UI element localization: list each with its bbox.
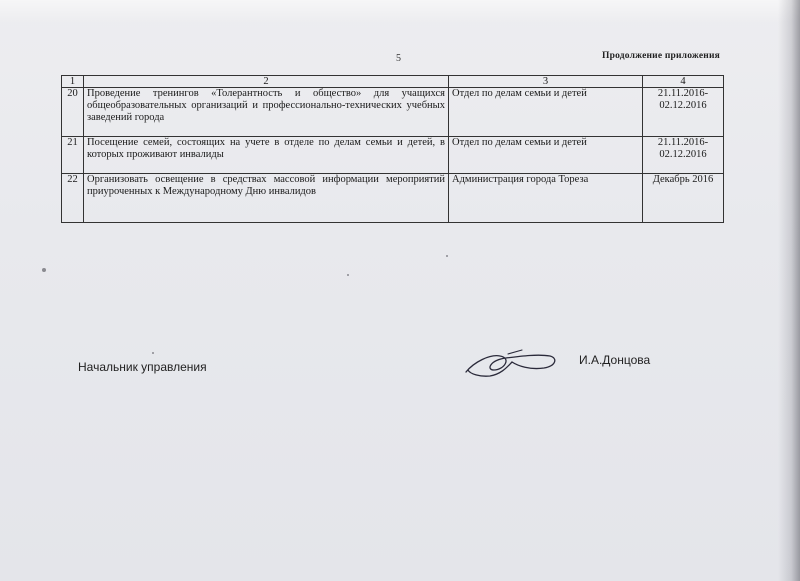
scan-right-shadow bbox=[778, 0, 800, 581]
column-header: 1 bbox=[62, 76, 84, 88]
table-row bbox=[62, 88, 724, 137]
event-date: Декабрь 2016 bbox=[643, 174, 724, 223]
row-number: 21 bbox=[62, 137, 84, 174]
events-table bbox=[61, 75, 724, 223]
continuation-label: Продолжение приложения bbox=[602, 51, 720, 61]
column-header: 3 bbox=[449, 76, 643, 88]
scan-top-highlight bbox=[0, 0, 800, 22]
event-date: 21.11.2016-02.12.2016 bbox=[643, 137, 724, 174]
scan-speck bbox=[152, 352, 154, 354]
page-number: 5 bbox=[396, 53, 401, 64]
column-header: 2 bbox=[84, 76, 449, 88]
responsible-party: Отдел по делам семьи и детей bbox=[449, 137, 643, 174]
responsible-party: Администрация города Тореза bbox=[449, 174, 643, 223]
signature-mark bbox=[460, 340, 560, 382]
table-row bbox=[62, 137, 724, 174]
scan-speck bbox=[347, 274, 349, 276]
table-header-row bbox=[62, 76, 724, 88]
scan-speck bbox=[42, 268, 46, 272]
column-header: 4 bbox=[643, 76, 724, 88]
signer-title: Начальник управления bbox=[78, 360, 207, 374]
responsible-party: Отдел по делам семьи и детей bbox=[449, 88, 643, 137]
event-description: Посещение семей, состоящих на учете в отделе по делам семьи и детей, в которых проживают инвалиды bbox=[84, 137, 449, 174]
row-number: 20 bbox=[62, 88, 84, 137]
event-description: Организовать освещение в средствах массовой информации мероприятий приуроченных к Международному Дню инвалидов bbox=[84, 174, 449, 223]
scan-speck bbox=[446, 255, 448, 257]
row-number: 22 bbox=[62, 174, 84, 223]
event-date: 21.11.2016-02.12.2016 bbox=[643, 88, 724, 137]
table-row bbox=[62, 174, 724, 223]
event-description: Проведение тренингов «Толерантность и общество» для учащихся общеобразовательных организаций и профессионально-технических учебных заведений города bbox=[84, 88, 449, 137]
signer-name: И.А.Донцова bbox=[579, 353, 651, 367]
